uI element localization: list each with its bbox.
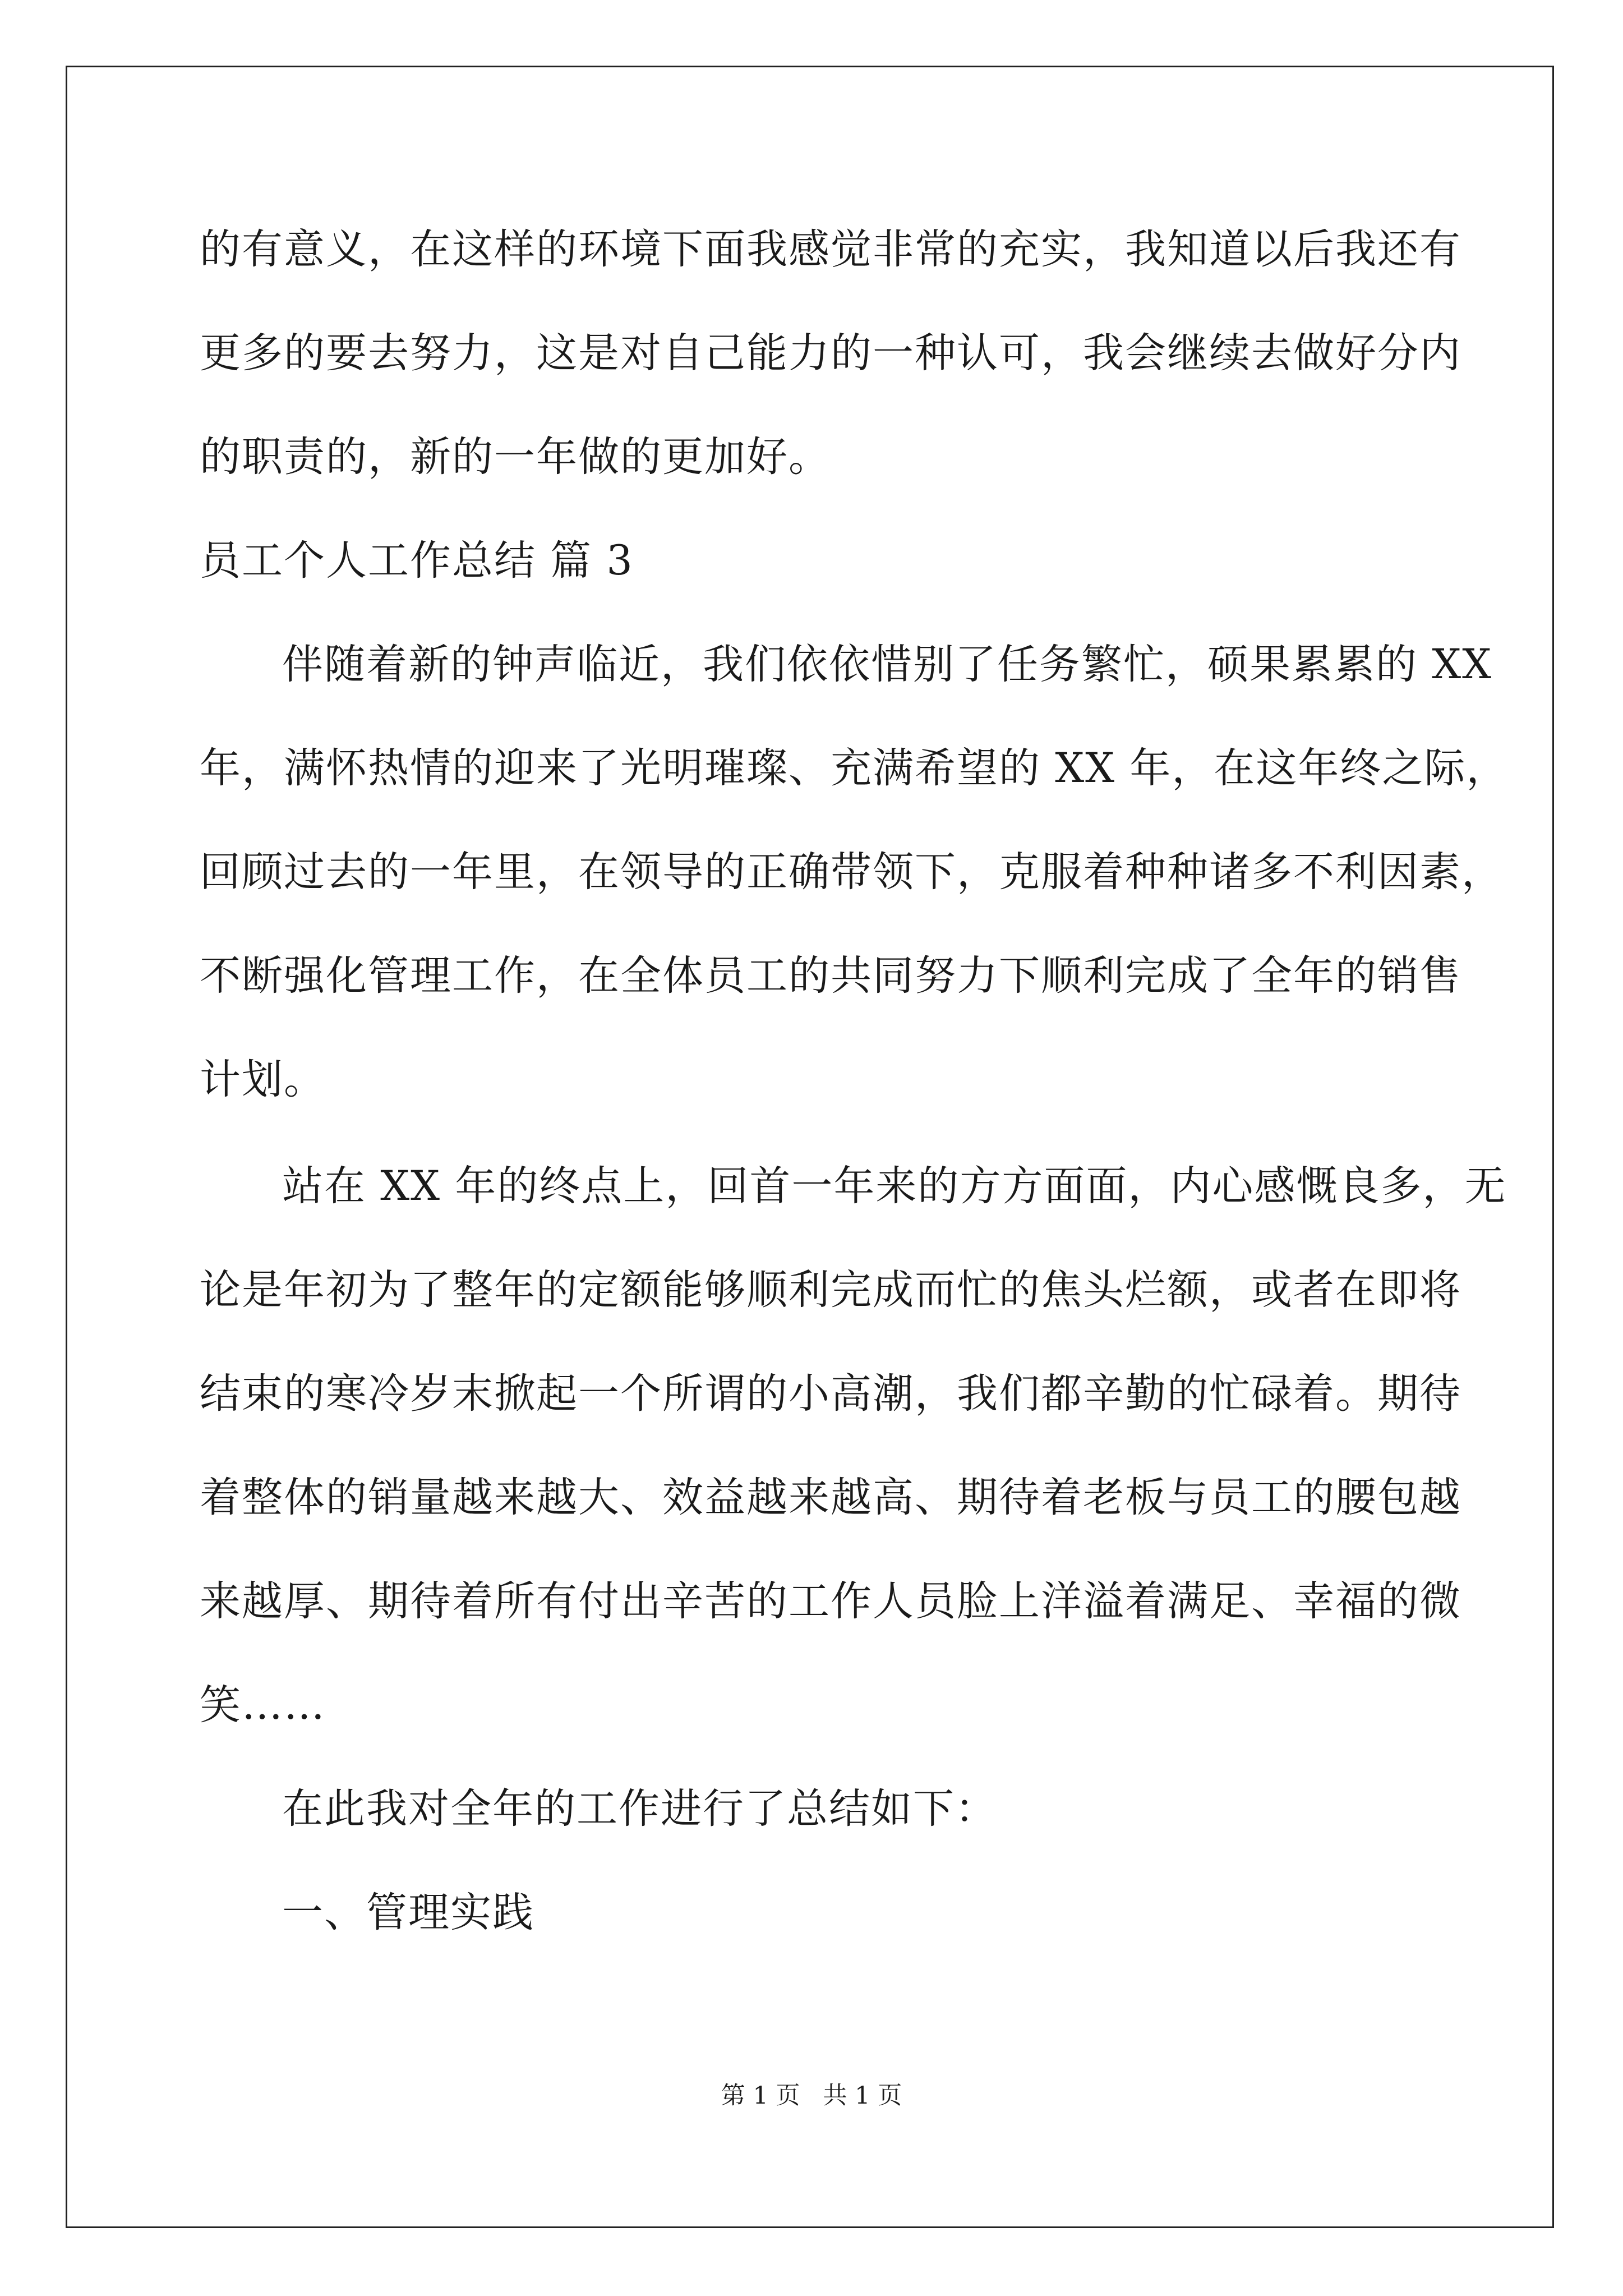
subheading-management-practice: 一、管理实践 bbox=[282, 1889, 534, 1936]
body-line-16: 在此我对全年的工作进行了总结如下： bbox=[282, 1785, 997, 1833]
page-number-footer: 第 1 页 共 1 页 bbox=[721, 2082, 902, 2110]
body-line-9: 计划。 bbox=[200, 1056, 326, 1103]
body-line-10: 站在 XX 年的终点上，回首一年来的方方面面，内心感慨良多，无 bbox=[282, 1162, 1507, 1210]
body-line-11: 论是年初为了整年的定额能够顺利完成而忙的焦头烂额，或者在即将 bbox=[200, 1266, 1461, 1314]
body-line-3: 的职责的，新的一年做的更加好。 bbox=[200, 433, 831, 481]
body-line-6: 年，满怀热情的迎来了光明璀璨、充满希望的 XX 年，在这年终之际， bbox=[200, 744, 1509, 792]
body-line-5: 伴随着新的钟声临近，我们依依惜别了任务繁忙，硕果累累的 XX bbox=[282, 641, 1493, 688]
body-line-15: 笑…… bbox=[200, 1681, 326, 1729]
body-line-1: 的有意义，在这样的环境下面我感觉非常的充实，我知道以后我还有 bbox=[200, 226, 1461, 273]
body-line-2: 更多的要去努力，这是对自己能力的一种认可，我会继续去做好分内 bbox=[200, 329, 1461, 377]
body-line-13: 着整体的销量越来越大、效益越来越高、期待着老板与员工的腰包越 bbox=[200, 1474, 1461, 1521]
body-line-14: 来越厚、期待着所有付出辛苦的工作人员脸上洋溢着满足、幸福的微 bbox=[200, 1577, 1461, 1625]
section-heading: 员工个人工作总结 篇 3 bbox=[200, 537, 634, 585]
body-line-8: 不断强化管理工作，在全体员工的共同努力下顺利完成了全年的销售 bbox=[200, 952, 1461, 1000]
body-line-12: 结束的寒冷岁末掀起一个所谓的小高潮，我们都辛勤的忙碌着。期待 bbox=[200, 1370, 1461, 1418]
body-line-7: 回顾过去的一年里，在领导的正确带领下，克服着种种诸多不利因素， bbox=[200, 848, 1504, 896]
